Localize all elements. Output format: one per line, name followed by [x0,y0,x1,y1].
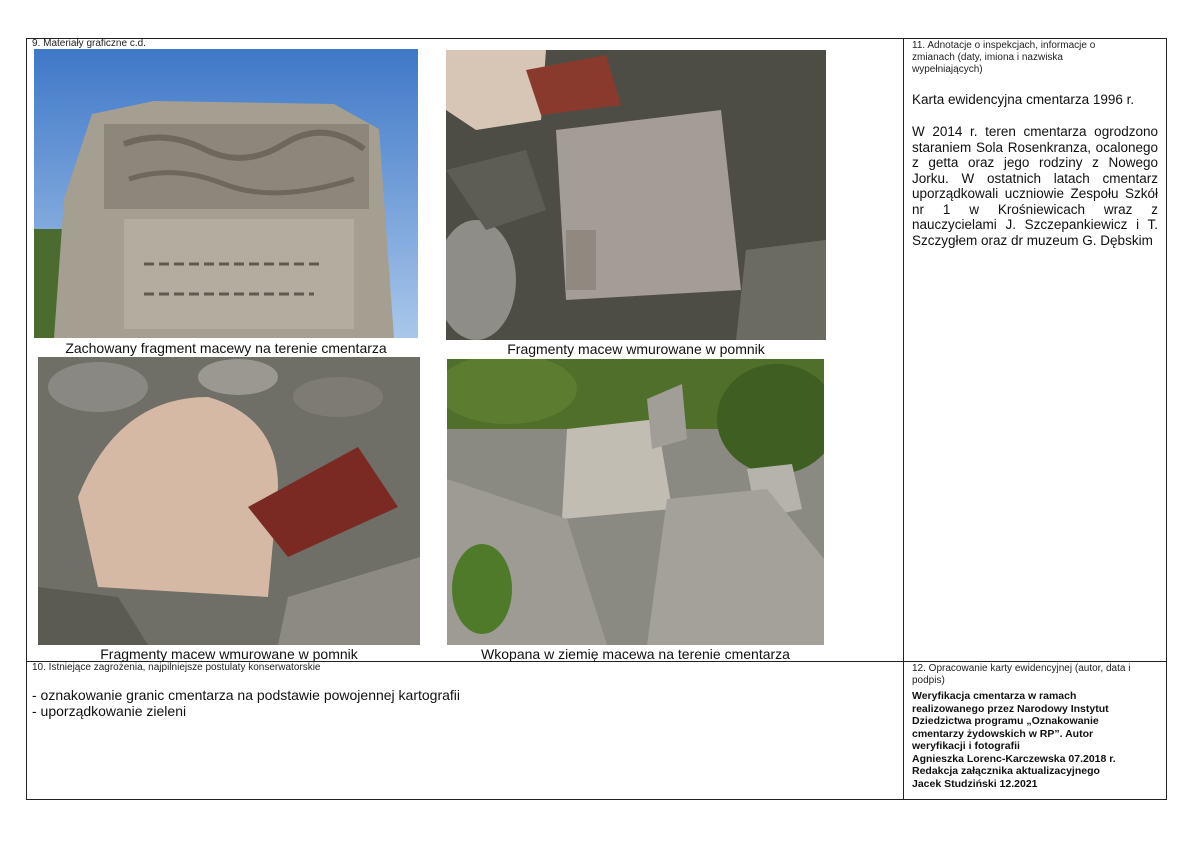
author-line: Weryfikacja cmentarza w ramach [912,690,1077,702]
section-9-label: 9. Materiały graficzne c.d. [32,38,146,49]
photo-caption: Fragmenty macew wmurowane w pomnik [100,646,358,662]
conservation-postulates-list [32,687,460,719]
section-10-label: 10. Istniejące zagrożenia, najpilniejsze postulaty konserwatorskie [32,662,321,673]
photo-fragments-in-monument [446,50,826,340]
photo-buried-matzevah [447,359,824,645]
author-line: cmentarzy żydowskich w RP”. Autor [912,727,1094,740]
photo-fragments-in-monument-2 [38,357,420,645]
author-line: weryfikacji i fotografii [912,740,1020,752]
photo-matzevah-fragment [34,49,418,338]
section-11-label: 11. Adnotacje o inspekcjach, informacje o zmianach (daty, imiona i nazwiska wypełniających) [912,40,1096,75]
author-line: Dziedzictwa programu „Oznakowanie [912,715,1099,727]
author-line: Agnieszka Lorenc-Karczewska 07.2018 r. [912,752,1116,765]
photo-caption: Zachowany fragment macewy na terenie cmentarza [65,340,387,356]
annotations-paragraph: W 2014 r. teren cmentarza ogrodzono staraniem Sola Rosenkranza, ocalonego z getta oraz jego rodziny z Nowego Jorku. W ostatnich latach cmentarz uporządkowali uczniowie Zespołu Szkół nr 1 w Krośniewicach wraz z nauczycielami J. Szczepankiewicz i T. Szczygłem oraz dr muzeum G. Dębskim [912,124,1158,248]
photo-caption: Wkopana w ziemię macewa na terenie cmentarza [481,646,790,662]
author-info-block [912,690,1162,790]
section-12-label: 12. Opracowanie karty ewidencyjnej (autor, data i podpis) [912,663,1131,686]
registry-card-title: Karta ewidencyjna cmentarza 1996 r. [912,92,1135,107]
photo-caption: Fragmenty macew wmurowane w pomnik [507,341,765,357]
author-line: Redakcja załącznika aktualizacyjnego [912,765,1100,777]
author-line: realizowanego przez Narodowy Instytut [912,702,1109,715]
column-divider [903,38,904,800]
row-divider-right [903,661,1167,662]
list-item: - uporządkowanie zieleni [32,703,187,719]
author-line: Jacek Studziński 12.2021 [912,777,1038,790]
list-item: - oznakowanie granic cmentarza na podstawie powojennej kartografii [32,687,461,703]
